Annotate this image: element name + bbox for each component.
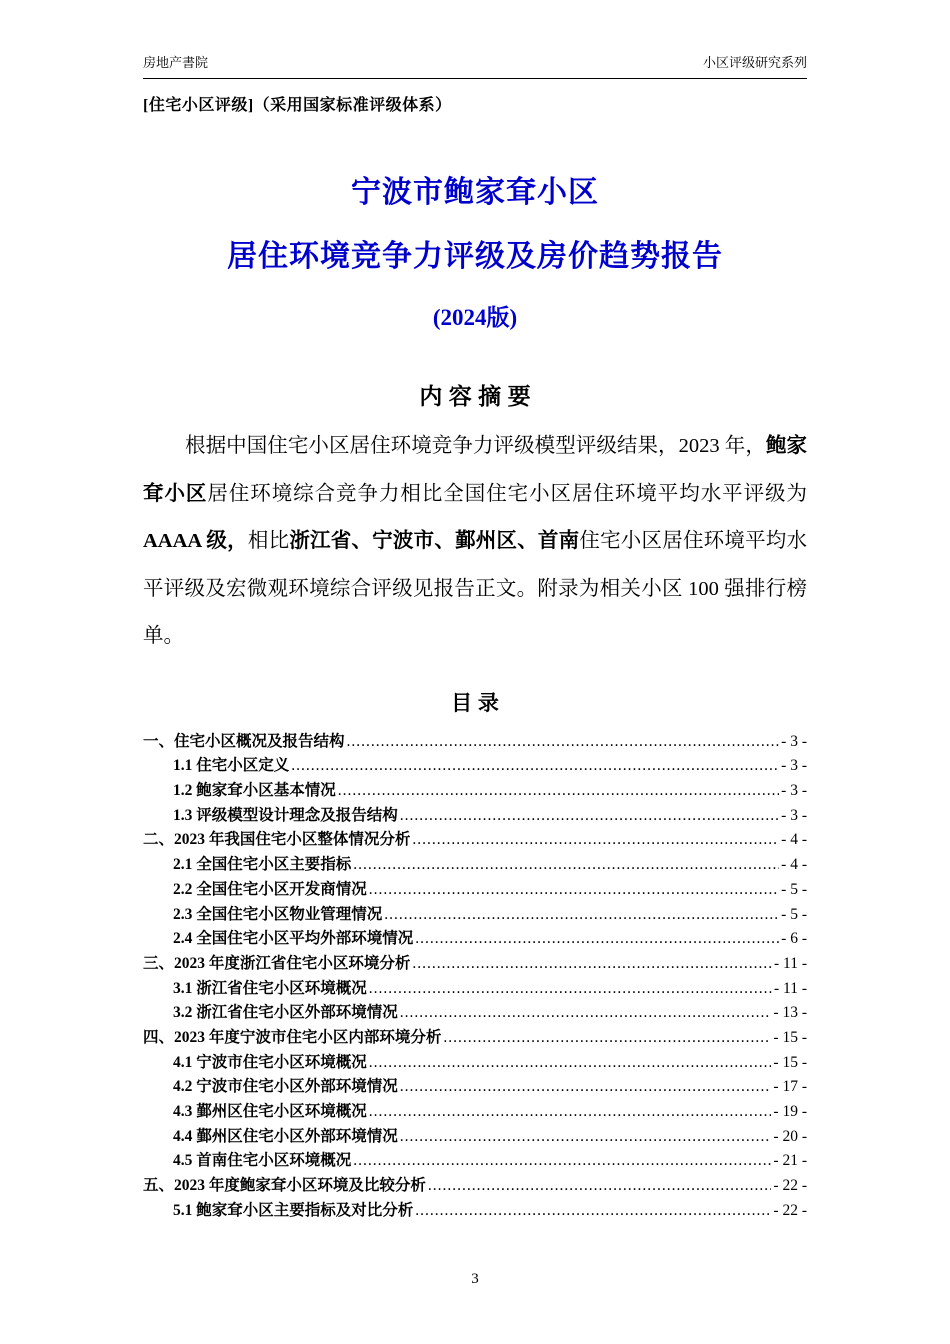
toc-item xyxy=(143,852,807,877)
toc-leader-dots xyxy=(400,1128,772,1146)
page-header xyxy=(143,52,807,79)
toc-leader-dots xyxy=(384,906,779,924)
toc-item-title: 1.3 评级模型设计理念及报告结构 xyxy=(173,806,398,824)
toc-item-title: 3.2 浙江省住宅小区外部环境情况 xyxy=(173,1004,398,1022)
toc-item-title: 1.2 鲍家耷小区基本情况 xyxy=(173,782,336,800)
toc-leader-dots xyxy=(412,831,779,849)
toc-page-number: - 15 - xyxy=(773,1053,807,1071)
summary-text-run: 根据中国住宅小区居住环境竞争力评级模型评级结果，2023 年， xyxy=(185,435,766,457)
toc-leader-dots xyxy=(443,1029,771,1047)
toc-leader-dots xyxy=(369,1054,772,1072)
toc-page-number: - 11 - xyxy=(774,979,807,997)
toc-item-title: 3.1 浙江省住宅小区环境概况 xyxy=(173,979,367,997)
toc-item-title: 2.2 全国住宅小区开发商情况 xyxy=(173,880,367,898)
toc-leader-dots xyxy=(428,1177,772,1195)
toc-page-number: - 4 - xyxy=(781,831,807,849)
toc-leader-dots xyxy=(415,1202,771,1220)
toc-page-number: - 22 - xyxy=(773,1177,807,1195)
toc-item-title: 2.1 全国住宅小区主要指标 xyxy=(173,856,352,874)
summary-text-run: 住宅小区居住环境平均水平评级及宏微观环境综合评级见报告正文。附录为相关小区 100 强排行榜单。 xyxy=(143,530,808,648)
toc-page-number: - 3 - xyxy=(781,782,807,800)
toc-leader-dots xyxy=(369,980,772,998)
toc-page-number: - 3 - xyxy=(781,806,807,824)
rating-tag: [住宅小区评级]（采用国家标准评级体系） xyxy=(143,97,452,114)
toc-page-number: - 22 - xyxy=(773,1201,807,1219)
toc-item xyxy=(143,1124,807,1149)
toc-item xyxy=(143,778,807,803)
header-left-text: 房地产書院 xyxy=(143,55,209,70)
toc-page-number: - 20 - xyxy=(773,1127,807,1145)
toc-leader-dots xyxy=(415,930,779,948)
toc-item-title: 5.1 鲍家耷小区主要指标及对比分析 xyxy=(173,1201,414,1219)
toc-page-number: - 5 - xyxy=(781,905,807,923)
summary-paragraph xyxy=(143,423,807,661)
toc-item xyxy=(143,729,807,754)
footer-page-number: 3 xyxy=(471,1271,479,1287)
toc-item xyxy=(143,1173,807,1198)
toc-item xyxy=(143,827,807,852)
toc-item xyxy=(143,803,807,828)
toc-leader-dots xyxy=(347,733,780,751)
toc-leader-dots xyxy=(400,1004,772,1022)
toc-item xyxy=(143,1198,807,1223)
toc-item-title: 1.1 住宅小区定义 xyxy=(173,757,290,775)
toc-item-title: 4.3 鄞州区住宅小区环境概况 xyxy=(173,1103,367,1121)
toc-item xyxy=(143,926,807,951)
toc-item-title: 4.5 首南住宅小区环境概况 xyxy=(173,1152,352,1170)
toc-leader-dots xyxy=(353,1152,771,1170)
toc-item xyxy=(143,1025,807,1050)
toc-item xyxy=(143,976,807,1001)
summary-text-run: 相比 xyxy=(247,530,290,553)
toc-page-number: - 4 - xyxy=(781,856,807,874)
toc-leader-dots xyxy=(400,1078,772,1096)
toc-page-number: - 3 - xyxy=(781,757,807,775)
toc-leader-dots xyxy=(291,757,779,775)
toc-item-title: 五、2023 年度鲍家耷小区环境及比较分析 xyxy=(143,1177,426,1195)
toc-item-title: 2.3 全国住宅小区物业管理情况 xyxy=(173,905,383,923)
header-right-text: 小区评级研究系列 xyxy=(702,55,807,70)
summary-heading: 内 容 摘 要 xyxy=(419,383,531,409)
toc-item xyxy=(143,753,807,778)
toc-item xyxy=(143,1099,807,1124)
toc-item-title: 4.2 宁波市住宅小区外部环境情况 xyxy=(173,1078,398,1096)
toc-page-number: - 21 - xyxy=(773,1152,807,1170)
toc-item-title: 2.4 全国住宅小区平均外部环境情况 xyxy=(173,930,414,948)
toc-item xyxy=(143,951,807,976)
toc-page-number: - 3 - xyxy=(781,732,807,750)
summary-text-run: 鲍家耷小区 xyxy=(143,435,808,505)
toc-item-title: 一、住宅小区概况及报告结构 xyxy=(143,732,345,750)
toc-item xyxy=(143,1074,807,1099)
toc-list xyxy=(143,729,807,1223)
report-title-line2: 居住环境竞争力评级及房价趋势报告 xyxy=(227,240,723,273)
toc-item-title: 4.4 鄞州区住宅小区外部环境情况 xyxy=(173,1127,398,1145)
toc-page-number: - 11 - xyxy=(774,954,807,972)
toc-page-number: - 5 - xyxy=(781,880,807,898)
toc-page-number: - 6 - xyxy=(781,930,807,948)
toc-item-title: 4.1 宁波市住宅小区环境概况 xyxy=(173,1053,367,1071)
toc-leader-dots xyxy=(353,856,779,874)
toc-page-number: - 17 - xyxy=(773,1078,807,1096)
toc-page-number: - 15 - xyxy=(773,1028,807,1046)
toc-page-number: - 13 - xyxy=(773,1004,807,1022)
toc-leader-dots xyxy=(369,881,779,899)
toc-leader-dots xyxy=(412,955,772,973)
summary-text-run: AAAA 级， xyxy=(143,530,248,553)
toc-item xyxy=(143,877,807,902)
toc-item xyxy=(143,1148,807,1173)
toc-item xyxy=(143,1000,807,1025)
toc-leader-dots xyxy=(400,807,779,825)
toc-item xyxy=(143,902,807,927)
report-title-line1: 宁波市鲍家耷小区 xyxy=(351,176,599,209)
summary-text-run: 浙江省、宁波市、鄞州区、首南 xyxy=(289,530,580,553)
toc-heading: 目 录 xyxy=(451,691,499,715)
toc-item xyxy=(143,1050,807,1075)
toc-page-number: - 19 - xyxy=(773,1103,807,1121)
toc-item-title: 二、2023 年我国住宅小区整体情况分析 xyxy=(143,831,411,849)
summary-text-run: 居住环境综合竞争力相比全国住宅小区居住环境平均水平评级为 xyxy=(207,482,808,505)
toc-leader-dots xyxy=(369,1103,772,1121)
toc-leader-dots xyxy=(338,782,779,800)
toc-item-title: 四、2023 年度宁波市住宅小区内部环境分析 xyxy=(143,1028,442,1046)
toc-item-title: 三、2023 年度浙江省住宅小区环境分析 xyxy=(143,954,411,972)
report-edition: (2024版) xyxy=(432,305,518,330)
